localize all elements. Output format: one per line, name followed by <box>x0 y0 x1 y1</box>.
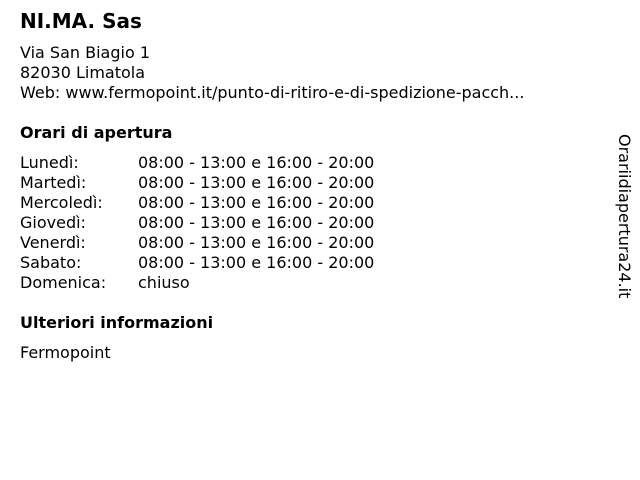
additional-info-heading: Ulteriori informazioni <box>20 313 214 332</box>
hours-row-friday <box>20 233 440 253</box>
business-name: NI.MA. Sas <box>20 9 142 33</box>
watermark-text: Orariidiapertura24.it <box>615 134 634 299</box>
time-range: 08:00 - 13:00 e 16:00 - 20:00 <box>138 253 375 272</box>
website-line: Web: www.fermopoint.it/punto-di-ritiro-e-di-spedizione-pacch... <box>20 83 525 102</box>
street-address: Via San Biagio 1 <box>20 43 150 62</box>
hours-row-sunday <box>20 273 440 293</box>
day-label: Sabato: <box>20 253 82 272</box>
time-range: 08:00 - 13:00 e 16:00 - 20:00 <box>138 213 375 232</box>
day-label: Domenica: <box>20 273 107 292</box>
day-label: Martedì: <box>20 173 87 192</box>
time-range: 08:00 - 13:00 e 16:00 - 20:00 <box>138 233 375 252</box>
hours-row-wednesday <box>20 193 440 213</box>
hours-row-tuesday <box>20 173 440 193</box>
additional-info-text: Fermopoint <box>20 343 111 362</box>
opening-hours-heading: Orari di apertura <box>20 123 173 142</box>
opening-hours-table <box>20 153 440 293</box>
day-label: Giovedì: <box>20 213 86 232</box>
day-label: Mercoledì: <box>20 193 103 212</box>
day-label: Lunedì: <box>20 153 79 172</box>
time-range: 08:00 - 13:00 e 16:00 - 20:00 <box>138 193 375 212</box>
time-range: 08:00 - 13:00 e 16:00 - 20:00 <box>138 153 375 172</box>
day-label: Venerdì: <box>20 233 86 252</box>
postal-city: 82030 Limatola <box>20 63 146 82</box>
hours-row-thursday <box>20 213 440 233</box>
hours-row-saturday <box>20 253 440 273</box>
site-watermark <box>612 134 636 310</box>
time-range: chiuso <box>138 273 190 292</box>
hours-row-monday <box>20 153 440 173</box>
time-range: 08:00 - 13:00 e 16:00 - 20:00 <box>138 173 375 192</box>
address-block <box>20 43 524 103</box>
